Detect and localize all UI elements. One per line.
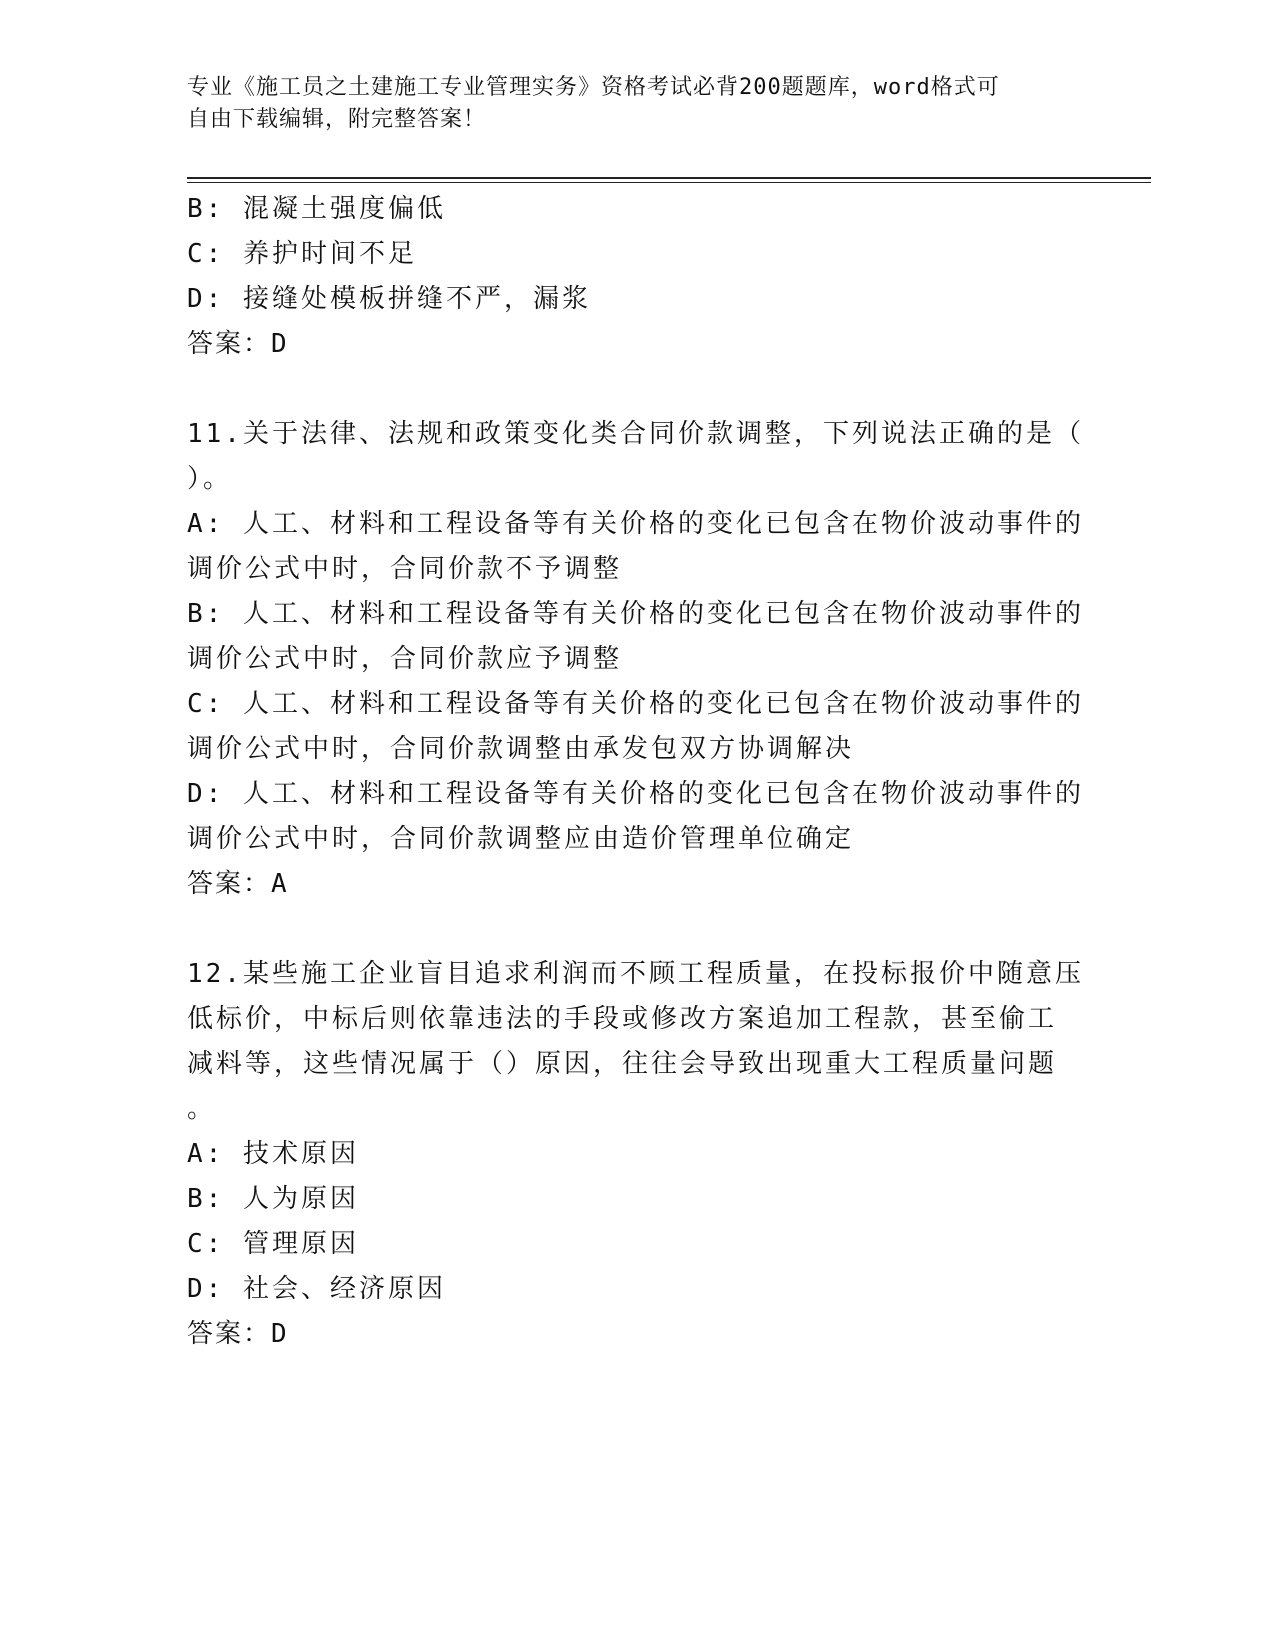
question-stem-line: ）。 (187, 464, 233, 494)
answer-line: 答案：A (187, 869, 289, 899)
header-divider-thick (187, 177, 1151, 179)
option-b-cont: 调价公式中时，合同价款应予调整 (187, 644, 623, 674)
option-c: C: 管理原因 (187, 1229, 359, 1259)
spacer (187, 367, 1087, 412)
answer-line: 答案：D (187, 1319, 289, 1349)
option-d-cont: 调价公式中时，合同价款调整应由造价管理单位确定 (187, 824, 855, 854)
question-12 (187, 952, 1087, 1357)
question-stem-line: 11.关于法律、法规和政策变化类合同价款调整，下列说法正确的是（ (187, 419, 1084, 449)
header-divider-thin (187, 182, 1151, 183)
option-c-cont: 调价公式中时，合同价款调整由承发包双方协调解决 (187, 734, 855, 764)
question-11 (187, 412, 1087, 907)
question-stem-line: 。 (187, 1094, 217, 1124)
option-c: C: 人工、材料和工程设备等有关价格的变化已包含在物价波动事件的 (187, 689, 1084, 719)
option-b: B: 人工、材料和工程设备等有关价格的变化已包含在物价波动事件的 (187, 599, 1084, 629)
option-a-cont: 调价公式中时，合同价款不予调整 (187, 554, 623, 584)
option-b: B: 混凝土强度偏低 (187, 194, 446, 224)
header-title-line-1: 专业《施工员之土建施工专业管理实务》资格考试必背200题题库，word格式可 (187, 75, 1000, 100)
question-10-remainder (187, 187, 1087, 367)
option-a: A: 技术原因 (187, 1139, 359, 1169)
option-b: B: 人为原因 (187, 1184, 359, 1214)
option-d: D: 人工、材料和工程设备等有关价格的变化已包含在物价波动事件的 (187, 779, 1084, 809)
question-stem-line: 减料等，这些情况属于（）原因，往往会导致出现重大工程质量问题 (187, 1049, 1058, 1079)
spacer (187, 907, 1087, 952)
option-d: D: 社会、经济原因 (187, 1274, 446, 1304)
option-d: D: 接缝处模板拼缝不严，漏浆 (187, 284, 591, 314)
document-body (187, 187, 1087, 1357)
document-header (187, 72, 1067, 136)
option-a: A: 人工、材料和工程设备等有关价格的变化已包含在物价波动事件的 (187, 509, 1084, 539)
option-c: C: 养护时间不足 (187, 239, 417, 269)
question-stem-line: 12.某些施工企业盲目追求利润而不顾工程质量，在投标报价中随意压 (187, 959, 1084, 989)
header-title-line-2: 自由下载编辑，附完整答案！ (187, 107, 487, 132)
question-stem-line: 低标价，中标后则依靠违法的手段或修改方案追加工程款，甚至偷工 (187, 1004, 1058, 1034)
answer-line: 答案：D (187, 329, 289, 359)
